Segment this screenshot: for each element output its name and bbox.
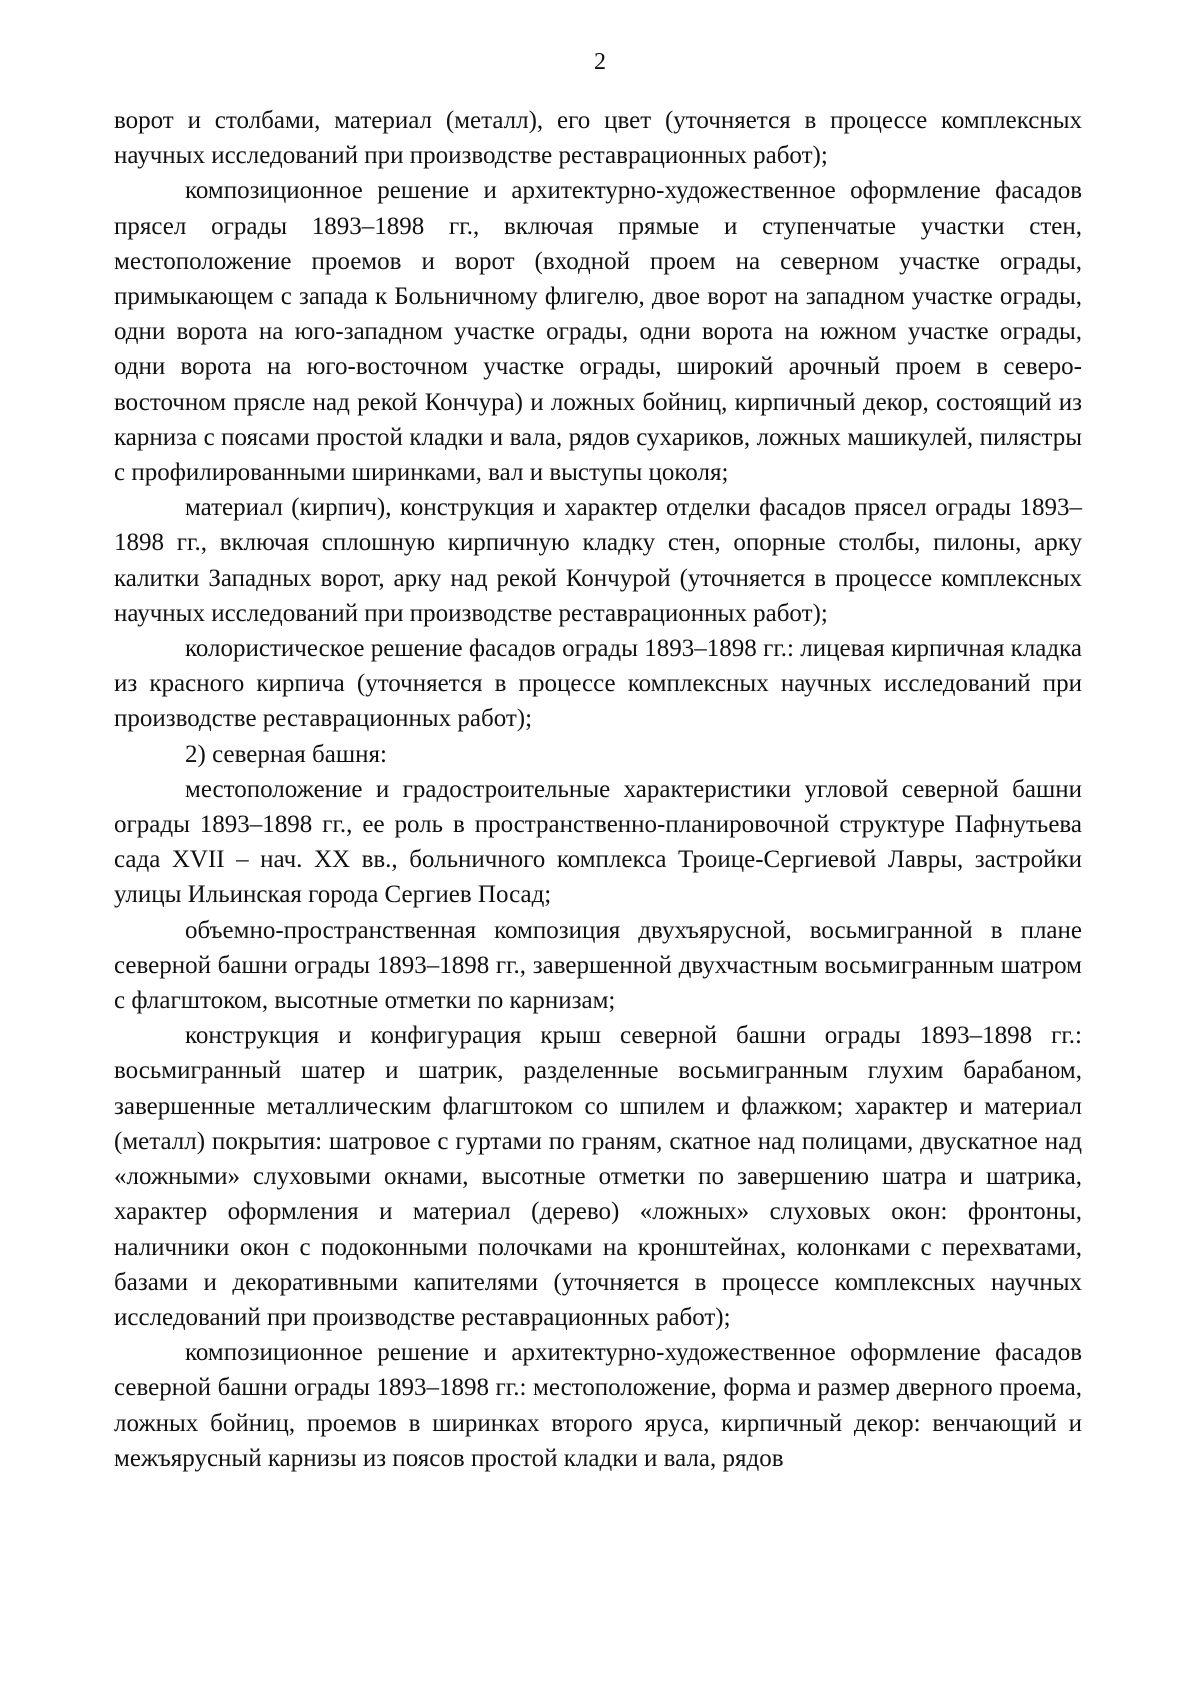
page-number: 2 — [594, 49, 606, 75]
paragraph: объемно-пространственная композиция двухъярусной, восьмигранной в плане северной башни ограды 1893–1898 гг., завершенной двухчастным восьмигранным шатром с флагштоком, высотные отметки по карнизам; — [114, 916, 1082, 1015]
document-body — [114, 103, 1082, 1476]
paragraph: колористическое решение фасадов ограды 1893–1898 гг.: лицевая кирпичная кладка из красного кирпича (уточняется в процессе комплексных научных исследований при производстве реставрационных работ); — [114, 635, 1082, 733]
paragraph: композиционное решение и архитектурно-художественное оформление фасадов прясел ограды 1893–1898 гг., включая прямые и ступенчатые участки стен, местоположение проемов и ворот (входной проем на северном участке ограды, примыкающем с запада к Больничному флигелю, двое ворот на западном участке ограды, одни ворота на юго-западном участке ограды, одни ворота на южном участке ограды, одни ворота на юго-восточном участке ограды, широкий арочный проем в северо-восточном прясле над рекой Кончура) и ложных бойниц, кирпичный декор, состоящий из карниза с поясами простой кладки и вала, рядов сухариков, ложных машикулей, пилястры с профилированными ширинками, вал и выступы цоколя; — [114, 177, 1082, 487]
paragraph: материал (кирпич), конструкция и характер отделки фасадов прясел ограды 1893–1898 гг., включая сплошную кирпичную кладку стен, опорные столбы, пилоны, арку калитки Западных ворот, арку над рекой Кончурой (уточняется в процессе комплексных научных исследований при производстве реставрационных работ); — [114, 494, 1082, 627]
paragraph: конструкция и конфигурация крыш северной башни ограды 1893–1898 гг.: восьмигранный шатер и шатрик, разделенные восьмигранным глухим барабаном, завершенные металлическим флагштоком со шпилем и флажком; характер и материал (металл) покрытия: шатровое с гуртами по граням, скатное над полицами, двускатное над «ложными» слуховыми окнами, высотные отметки по завершению шатра и шатрика, характер оформления и материал (дерево) «ложных» слуховых окон: фронтоны, наличники окон с подоконными полочками на кронштейнах, колонками с перехватами, базами и декоративными капителями (уточняется в процессе комплексных научных исследований при производстве реставрационных работ); — [114, 1022, 1082, 1331]
paragraph: композиционное решение и архитектурно-художественное оформление фасадов северной башни ограды 1893–1898 гг.: местоположение, форма и размер дверного проема, ложных бойниц, проемов в ширинках второго яруса, кирпичный декор: венчающий и межъярусный карнизы из поясов простой кладки и вала, рядов — [114, 1339, 1082, 1472]
paragraph: ворот и столбами, материал (металл), его цвет (уточняется в процессе комплексных научных исследований при производстве реставрационных работ); — [114, 107, 1082, 170]
section-heading: 2) северная башня: — [185, 740, 387, 768]
paragraph: местоположение и градостроительные характеристики угловой северной башни ограды 1893–1898 гг., ее роль в пространственно-планировочной структуре Пафнутьева сада XVII – нач. XX вв., больничного комплекса Троице-Сергиевой Лавры, застройки улицы Ильинская города Сергиев Посад; — [114, 775, 1082, 909]
